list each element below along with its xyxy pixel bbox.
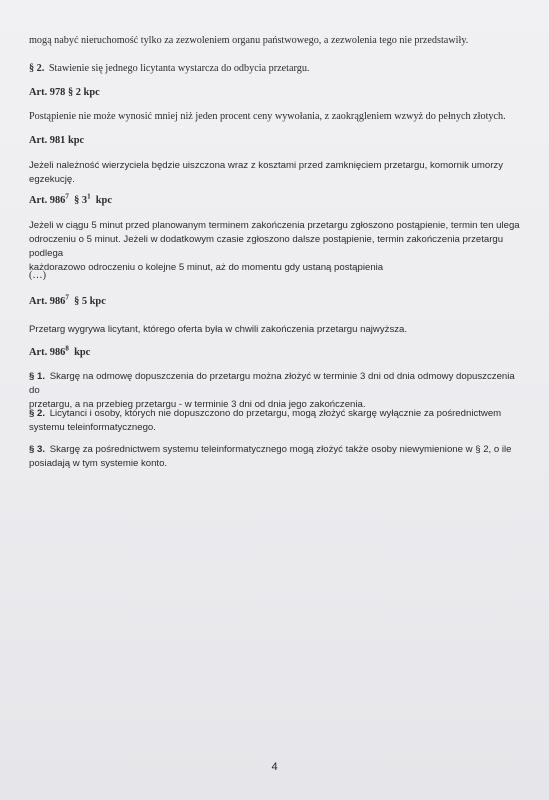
section-mark: § 1. (29, 371, 46, 382)
article-heading-986-7-3 (29, 194, 525, 208)
page-number: 4 (271, 761, 278, 773)
ellipsis (29, 269, 525, 283)
article-title-section: § 5 kpc (74, 296, 106, 307)
section-text-line: systemu teleinformatycznego. (29, 422, 156, 433)
section-text-line: Skargę na odmowę dopuszczenia do przetargu można złożyć w terminie 3 dni od dnia odmowy dopuszczenia do (29, 371, 515, 396)
article-heading-986-8 (29, 346, 525, 360)
superscript: 7 (65, 293, 69, 302)
article-body: Postąpienie nie może wynosić mniej niż jeden procent ceny wywołania, z zaokrągleniem wzwyż do pełnych złotych. (29, 111, 506, 122)
article-title-section: § 3 (74, 195, 88, 206)
article-title: Art. 981 kpc (29, 135, 85, 146)
article-986-8-sec2 (29, 407, 525, 435)
article-text-986-7-3 (29, 219, 525, 275)
article-body-line: odroczeniu o 5 minut. Jeżeli w dodatkowym czasie zgłoszono dalsze postąpienie, termin zakończenia przetargu podlega (29, 234, 504, 259)
article-text-986-7-5 (29, 323, 525, 337)
article-title: Art. 986 (29, 347, 66, 358)
article-body-line: Jeżeli w ciągu 5 minut przed planowanym terminem zakończenia przetargu zgłoszono postąpienie, termin ten ulega (29, 220, 520, 231)
article-body-line: egzekucję. (29, 174, 75, 185)
article-heading-986-7-5 (29, 295, 525, 309)
article-986-8-sec1 (29, 370, 525, 412)
article-body: Przetarg wygrywa licytant, którego oferta była w chwili zakończenia przetargu najwyższa. (29, 324, 408, 335)
section-mark: § 3. (29, 444, 46, 455)
article-986-8-sec3 (29, 443, 525, 471)
section-mark: § 2. (29, 408, 46, 419)
paragraph-continuation (29, 34, 525, 48)
superscript: 7 (65, 192, 69, 201)
article-body-line: każdorazowo odroczeniu o kolejne 5 minut, aż do momentu gdy ustaną postąpienia (29, 262, 384, 273)
article-title: Art. 986 (29, 195, 66, 206)
ellipsis-text: (…) (29, 270, 46, 281)
article-heading-981 (29, 134, 525, 148)
article-text-978 (29, 110, 525, 124)
section-text-line: Skargę za pośrednictwem systemu teleinformatycznego mogą złożyć także osoby niewymienione w § 2, o ile (49, 444, 512, 455)
article-title-code: kpc (95, 195, 112, 206)
article-title: Art. 986 (29, 296, 66, 307)
section-text-line: przetargu, a na przebieg przetargu - w terminie 3 dni od dnia jego zakończenia. (29, 399, 366, 410)
section-text-line: posiadają w tym systemie konto. (29, 458, 168, 469)
article-text-981 (29, 159, 525, 187)
superscript: 8 (65, 344, 69, 353)
article-heading-978 (29, 86, 525, 100)
article-title-code: kpc (74, 347, 91, 358)
section-text-line: Licytanci i osoby, których nie dopuszczono do przetargu, mogą złożyć skargę wyłącznie za pośrednictwem (49, 408, 502, 419)
article-body-line: Jeżeli należność wierzyciela będzie uiszczona wraz z kosztami przed zamknięciem przetargu, komornik umorzy (29, 160, 504, 171)
section-mark: § 2. (29, 63, 45, 74)
continuation-text: mogą nabyć nieruchomość tylko za zezwoleniem organu państwowego, a zezwolenia tego nie przedstawiły. (29, 35, 469, 46)
article-title: Art. 978 § 2 kpc (29, 87, 100, 98)
superscript: 1 (87, 192, 91, 201)
section-text: Stawienie się jednego licytanta wystarcza do odbycia przetargu. (48, 63, 310, 74)
paragraph-sec2 (29, 62, 525, 76)
